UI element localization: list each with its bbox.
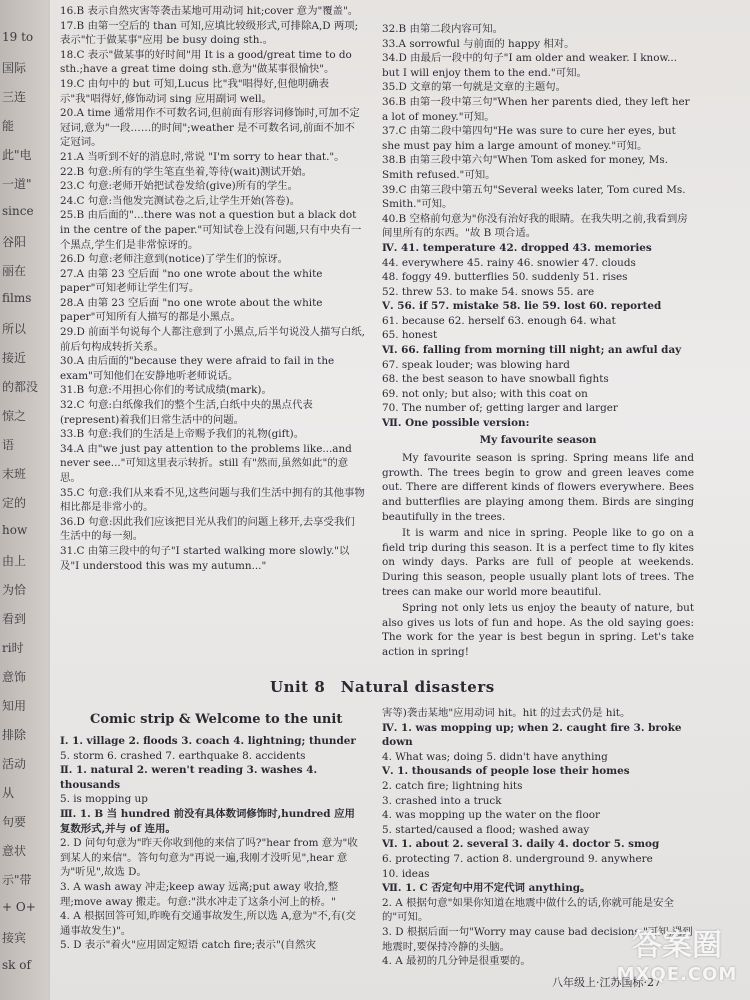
answer-item: 70. The number of; getting larger and larger	[382, 402, 618, 415]
answer-item: 61. because 62. herself 63. enough 64. what	[382, 314, 616, 327]
answer-item: 31.C 由第三段中的句子"I started walking more slowly."以及"I understood this was my autumn..."	[60, 544, 350, 572]
answer-item: 2. A 根据句意"如果你知道在地震中做什么的话,你就可能是安全的"可知。	[382, 896, 674, 924]
edge-text-fragment: 丽在	[2, 264, 27, 278]
answer-item: Ⅲ. 1. B 当 hundred 前没有具体数词修饰时,hundred 应用复数形式,并与 of 连用。	[60, 807, 355, 835]
answer-item: Ⅳ. 41. temperature 42. dropped 43. memories	[382, 241, 652, 254]
section-subheading: Comic strip & Welcome to the unit	[90, 712, 343, 727]
answer-item: 5. is mopping up	[60, 793, 148, 806]
edge-text-fragment: since	[2, 204, 34, 218]
answer-item: 32.C 句意:白纸像我们的整个生活,白纸中央的黑点代表(represent)着我们日常生活中的问题。	[60, 399, 313, 426]
left-column-answers	[60, 4, 365, 573]
answer-item: 28.A 由第 23 空后面 "no one wrote about the white paper"可知所有人描写的都是小黑点。	[60, 296, 323, 324]
edge-text-fragment: 的都没	[2, 380, 39, 394]
answer-item: 34.D 由最后一段中的句子"I am older and weaker. I know... but I will enjoy them to the end."可知。	[382, 52, 678, 79]
answer-item: 48. foggy 49. butterflies 50. suddenly 51. rises	[382, 271, 628, 284]
answer-item: 30.A 由后面的"because they were afraid to fail in the exam"可知他们在安静地听老师说话。	[60, 355, 335, 382]
answer-item: 36.B 由第一段中第三句"When her parents died, they left her a lot of money."可知。	[382, 95, 690, 123]
edge-text-fragment: 意状	[2, 844, 27, 858]
answer-item: 37.C 由第二段中第四句"He was sure to cure her eyes, but she must pay him a large amount of money."可知。	[382, 125, 676, 152]
edge-text-fragment: 惊之	[2, 409, 27, 423]
answer-item: 35.D 文章的第一句就是文章的主题句。	[382, 81, 567, 94]
answer-item: Ⅰ. 1. village 2. floods 3. coach 4. lightning; thunder	[60, 735, 356, 747]
edge-text-fragment: 所以	[2, 322, 27, 336]
edge-text-fragment: 看到	[2, 612, 27, 626]
edge-text-fragment: 从	[2, 786, 15, 800]
edge-text-fragment: how	[2, 523, 28, 537]
answer-item: 33.B 句意:我们的生活是上帝赐予我们的礼物(gift)。	[60, 428, 305, 441]
answer-item: 27.A 由第 23 空后面 "no one wrote about the white paper"可知老师让学生们写。	[60, 267, 323, 295]
answer-item: 44. everywhere 45. rainy 46. snowier 47. clouds	[382, 256, 636, 269]
answer-item: 19.C 由句中的 but 可知,Lucus 比"我"唱得好,但他明确表示"我"唱得好,修饰动词 sing 应用副词 well。	[60, 77, 330, 105]
answer-item: 65. honest	[382, 329, 438, 342]
edge-text-fragment: 排除	[2, 728, 27, 742]
edge-text-fragment: 19 to	[2, 30, 34, 44]
answer-item: 69. not only; but also; with this coat on	[382, 387, 588, 400]
answer-item: 40.B 空格前句意为"你没有治好我的眼睛。在我失明之前,我看到房间里所有的东西。"故 B 项合适。	[382, 212, 688, 240]
answer-item: 20.A time 通常用作不可数名词,但前面有形容词修饰时,可加不定冠词,意为"一段……的时间";weather 是不可数名词,前面不加不定冠词。	[60, 107, 360, 149]
answer-item: 67. speak louder; was blowing hard	[382, 358, 570, 371]
edge-text-fragment: sk of	[2, 958, 31, 972]
edge-text-fragment: 由上	[2, 554, 27, 568]
answer-item: 38.B 由第三段中第六句"When Tom asked for money, Ms. Smith refused."可知。	[382, 154, 669, 181]
edge-text-fragment: 接近	[2, 351, 27, 365]
answer-item: Ⅵ. 66. falling from morning till night; an awful day	[382, 344, 682, 357]
answer-item: 害等)袭击某地"应用动词 hit。hit 的过去式仍是 hit。	[382, 707, 631, 719]
answer-item: Ⅴ. 56. if 57. mistake 58. lie 59. lost 60. reported	[382, 300, 662, 313]
answer-item: 5. D 表示"着火"应用固定短语 catch fire;表示"(自然灾	[60, 939, 316, 952]
answer-item: 3. D 根据后面一句"Worry may cause bad decisions."可知,遇到地震时,要保持冷静的头脑。	[382, 925, 693, 953]
answer-item: 17.B 由第一空后的 than 可知,应填比较级形式,可排除A,D 两项;表示"忙于做某事"应用 be busy doing sth.。	[60, 19, 359, 47]
answer-item: 32.B 由第二段内容可知。	[382, 23, 503, 35]
edge-text-fragment: 此"电	[2, 148, 32, 162]
edge-text-fragment: + O+	[2, 900, 36, 914]
answer-item: 23.C 句意:老师开始把试卷发给(give)所有的学生。	[60, 180, 299, 193]
edge-text-fragment: 句要	[2, 815, 27, 829]
edge-text-fragment: films	[2, 291, 32, 305]
answer-item: 16.B 表示自然灾害等袭击某地可用动词 hit;cover 意为"覆盖"。	[60, 5, 359, 17]
answer-item: Ⅳ. 1. was mopping up; when 2. caught fire 3. broke down	[382, 721, 682, 749]
edge-text-fragment: 活动	[2, 757, 27, 771]
answer-item: Ⅶ. One possible version:	[382, 417, 530, 430]
answer-item: Ⅶ. 1. C 否定句中用不定代词 anything。	[382, 882, 591, 895]
answer-item: 3. A wash away 冲走;keep away 远离;put away 收拾,整理;move away 搬走。句意:"洪水冲走了这条小河上的桥。"	[60, 880, 339, 908]
answer-item: 18.C 表示"做某事的好时间"用 It is a good/great time to do sth.;have a great time doing sth.意为"做某事很愉快"。	[60, 48, 352, 76]
answer-item: 4. A 根据回答可知,昨晚有交通事故发生,所以选 A,意为"不,有(交通事故发生)"。	[60, 910, 356, 937]
answer-item: 39.C 由第三段中第五句"Several weeks later, Tom cured Ms. Smith."可知。	[382, 183, 686, 211]
watermark-site-text: MXQE.COM	[616, 964, 738, 985]
edge-text-fragment: 意饰	[2, 670, 27, 684]
edge-text-fragment: 语	[2, 438, 15, 452]
edge-text-fragment: 三连	[2, 90, 27, 104]
edge-text-fragment: 末班	[2, 467, 27, 481]
essay-paragraph: My favourite season is spring. Spring means life and growth. The trees begin to grow and green leaves come out. There are different kinds of flowers everywhere. Bees and butterflies are playing among them. Birds are singing beautifully in the trees.	[382, 452, 694, 523]
answer-item: 3. crashed into a truck	[382, 794, 502, 807]
answer-item: 31.B 句意:不用担心你们的考试成绩(mark)。	[60, 384, 272, 397]
edge-text-fragment: 为恰	[2, 583, 27, 597]
edge-text-fragment: 接宾	[2, 931, 27, 945]
unit8-left-answers	[60, 734, 365, 953]
answer-item: 29.D 前面半句说每个人都注意到了小黑点,后半句说没人描写白纸,前后句构成转折关系。	[60, 326, 365, 353]
answer-item: 24.C 句意:当他发完测试卷之后,让学生开始(答卷)。	[60, 194, 301, 207]
answer-item: 34.A 由"we just pay attention to the problems like...and never see..."可知这里表示转折。still 有"然而,虽然如此"的意思。	[60, 442, 352, 484]
answer-item: 25.B 由后面的"...there was not a question but a black dot in the centre of the paper."可知试卷上没有问题,只有中央有一个黑点,学生们是非常惊讶的。	[60, 209, 362, 251]
essay-paragraph: It is warm and nice in spring. People like to go on a field trip during this season. It is a perfect time to fly kites on windy days. Parks are full of people at weekends. During this season, people usually plant lots of trees. The trees can make our world more beautiful.	[382, 527, 694, 598]
answer-item: 2. catch fire; lightning hits	[382, 779, 523, 792]
answer-item: 5. storm 6. crashed 7. earthquake 8. accidents	[60, 749, 306, 762]
page-footer: 八年级上·江苏国标·27	[552, 976, 661, 989]
unit-heading: Unit 8 Natural disasters	[270, 678, 495, 696]
essay-paragraph: Spring not only lets us enjoy the beauty of nature, but also gives us lots of fun and hope. As the old saying goes: The work for the year is best begun in spring. Let's take action in spring!	[382, 602, 694, 658]
answer-item: 33.A sorrowful 与前面的 happy 相对。	[382, 37, 575, 50]
answer-item: 52. threw 53. to make 54. snows 55. are	[382, 285, 595, 298]
edge-text-fragment: 能	[2, 119, 15, 133]
site-watermark	[612, 920, 742, 996]
right-column-answers	[382, 22, 694, 662]
edge-text-fragment: ri时	[2, 641, 24, 655]
answer-item: 4. was mopping up the water on the floor	[382, 809, 600, 822]
answer-item: 35.C 句意:我们从来看不见,这些问题与我们生活中拥有的其他事物相比都是非常小的。	[60, 486, 365, 514]
answer-item: 4. A 最初的几分钟是很重要的。	[382, 955, 531, 968]
edge-text-fragment: 知用	[2, 699, 27, 713]
adjacent-page-edge	[0, 0, 48, 1000]
edge-text-fragment: 国际	[2, 61, 27, 75]
model-essay	[382, 433, 694, 660]
answer-item: 68. the best season to have snowball fights	[382, 373, 609, 386]
answer-item: 22.B 句意:所有的学生笔直坐着,等待(wait)测试开始。	[60, 165, 312, 178]
answer-item: Ⅱ. 1. natural 2. weren't reading 3. washes 4. thousands	[60, 764, 318, 791]
answer-item: 21.A 当听到不好的消息时,常说 "I'm sorry to hear that."。	[60, 150, 345, 163]
essay-title: My favourite season	[479, 433, 597, 446]
edge-text-fragment: 一道"	[2, 177, 32, 191]
answer-item: 4. What was; doing 5. didn't have anything	[382, 750, 608, 763]
answer-item: 10. ideas	[382, 867, 430, 880]
edge-text-fragment: 示"带	[2, 873, 32, 887]
answer-item: Ⅵ. 1. about 2. several 3. daily 4. doctor 5. smog	[382, 838, 660, 851]
edge-text-fragment: 谷阳	[2, 235, 27, 249]
answer-item: 26.D 句意:老师注意到(notice)了学生们的惊讶。	[60, 253, 289, 266]
answer-item: 2. D 问句句意为"昨天你收到他的来信了吗?"hear from 意为"收到某人的来信"。答句句意为"再说一遍,我刚才没听见",hear 意为"听见",故选 D。	[60, 837, 358, 879]
watermark-logo-text: 答案圈	[632, 928, 722, 963]
answer-item: 36.D 句意:因此我们应该把目光从我们的问题上移开,去享受我们生活中的每一刻。	[60, 515, 355, 543]
answer-item: 6. protecting 7. action 8. underground 9. anywhere	[382, 852, 653, 865]
edge-text-fragment: 定的	[2, 496, 27, 510]
answer-item: 5. started/caused a flood; washed away	[382, 823, 590, 836]
answer-item: Ⅴ. 1. thousands of people lose their homes	[382, 765, 630, 778]
